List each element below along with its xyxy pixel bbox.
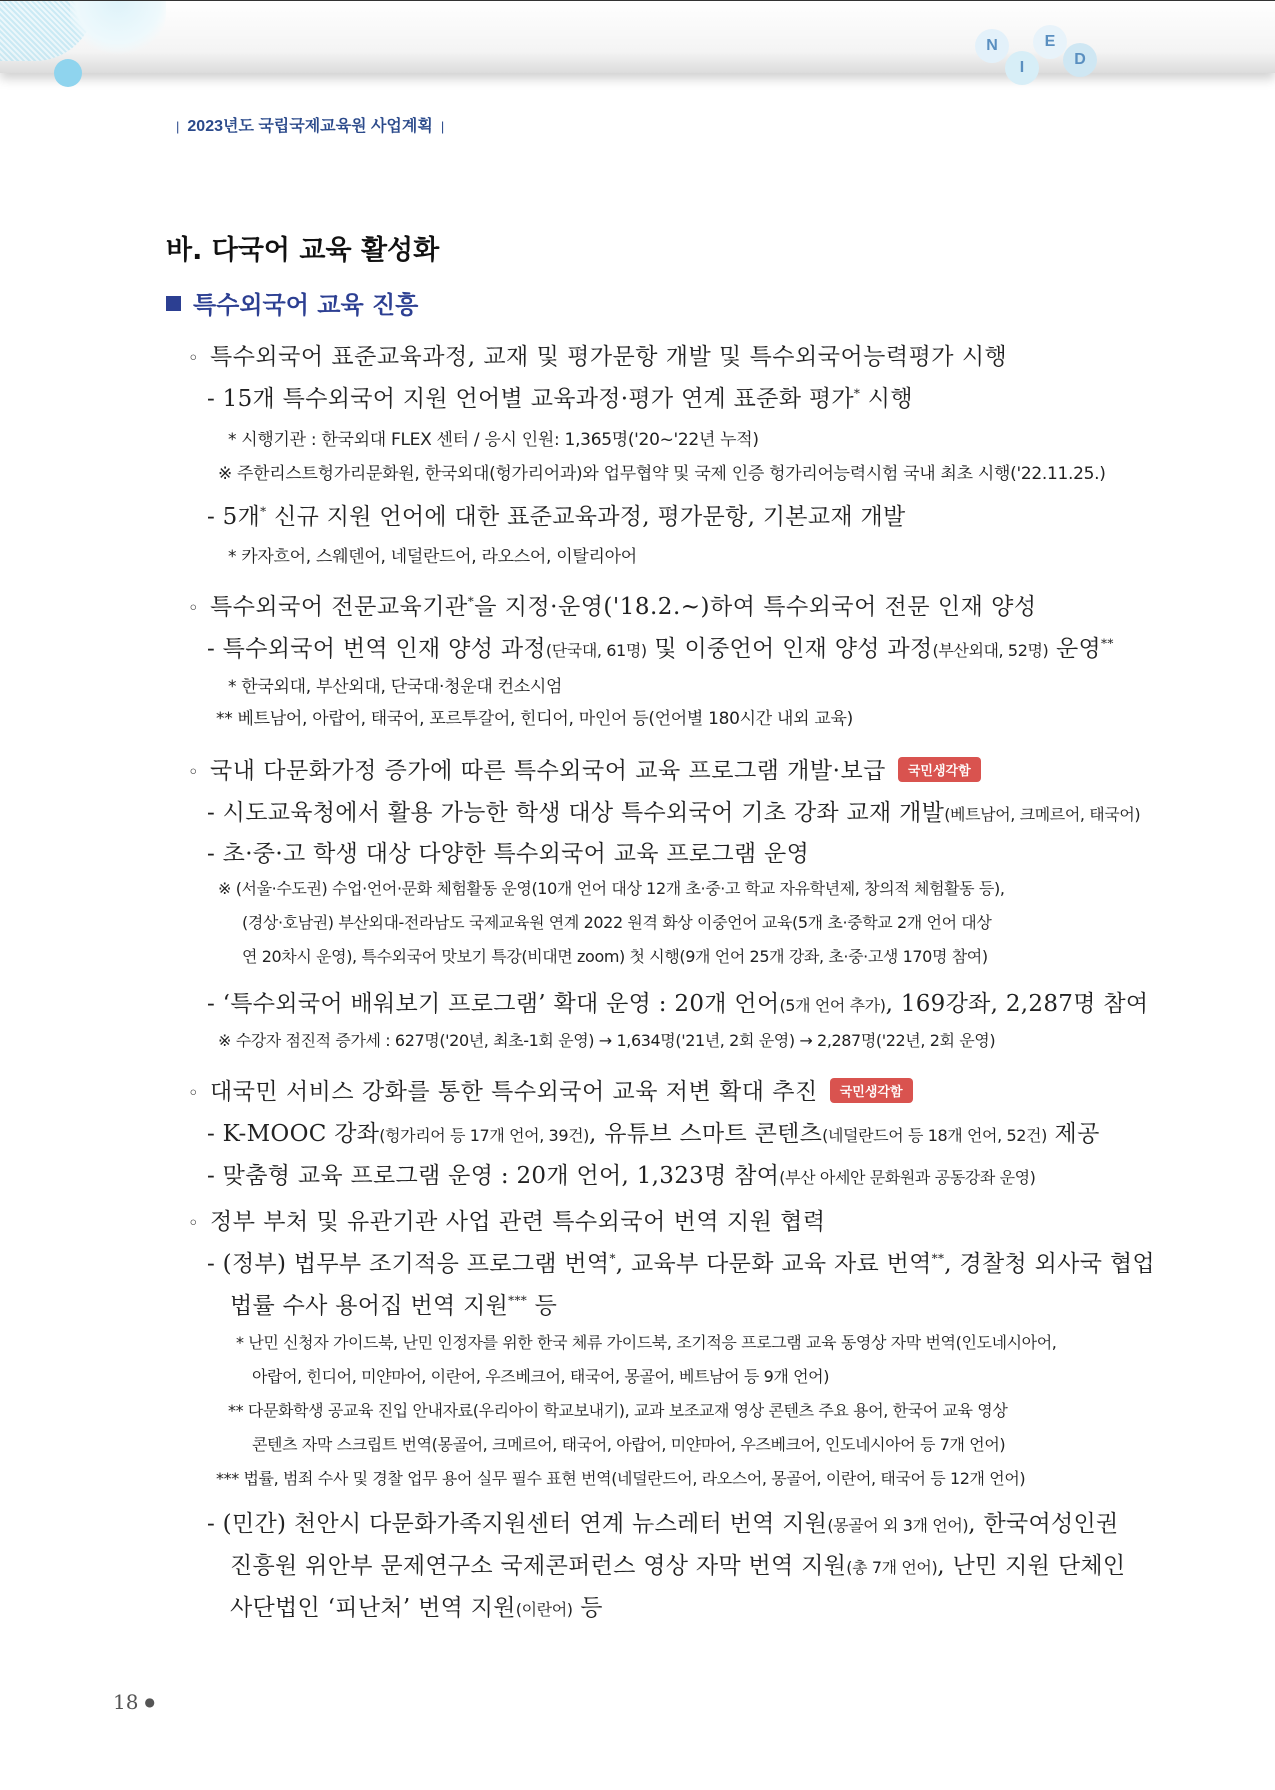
decorative-dot	[54, 59, 82, 87]
section-title: 바. 다국어 교육 활성화	[166, 235, 440, 266]
note-continuation: (경상·호남권) 부산외대-전라남도 국제교육원 연계 2022 원격 화상 이중언어 교육(5개 초·중학교 2개 언어 대상	[242, 913, 992, 932]
dash-item-continuation: 진흥원 위안부 문제연구소 국제콘퍼런스 영상 자막 번역 지원(총 7개 언어), 난민 지원 단체인	[230, 1553, 1126, 1579]
footnote-continuation: 콘텐츠 자막 스크립트 번역(몽골어, 크메르어, 태국어, 아랍어, 미얀마어, 우즈베크어, 인도네시아어 등 7개 언어)	[252, 1435, 1006, 1454]
dash-item: - 초·중·고 학생 대상 다양한 특수외국어 교육 프로그램 운영	[207, 841, 810, 867]
bullet-item: ◦ 대국민 서비스 강화를 통한 특수외국어 교육 저변 확대 추진 국민생각함	[188, 1073, 913, 1106]
footnote: * 난민 신청자 가이드북, 난민 인정자를 위한 한국 체류 가이드북, 조기적응 프로그램 교육 동영상 자막 번역(인도네시아어,	[236, 1333, 1057, 1352]
nied-logo	[975, 25, 1105, 85]
logo-letter-d: D	[1063, 43, 1097, 77]
dash-item: - K-MOOC 강좌(헝가리어 등 17개 언어, 39건), 유튜브 스마트 콘텐츠(네덜란드어 등 18개 언어, 52건) 제공	[207, 1121, 1100, 1147]
logo-letter-i: I	[1005, 51, 1039, 85]
bullet-item: ◦ 특수외국어 표준교육과정, 교재 및 평가문항 개발 및 특수외국어능력평가 시행	[188, 344, 1008, 370]
footnote: * 카자흐어, 스웨덴어, 네덜란드어, 라오스어, 이탈리아어	[228, 547, 637, 567]
dash-item: - ‘특수외국어 배워보기 프로그램’ 확대 운영 : 20개 언어(5개 언어 추가), 169강좌, 2,287명 참여	[207, 991, 1149, 1017]
footnote: ** 다문화학생 공교육 진입 안내자료(우리아이 학교보내기), 교과 보조교재 영상 콘텐츠 주요 용어, 한국어 교육 영상	[228, 1401, 1008, 1420]
decorative-ring	[70, 1, 166, 61]
bullet-item: ◦ 정부 부처 및 유관기관 사업 관련 특수외국어 번역 지원 협력	[188, 1209, 826, 1235]
footnote: * 한국외대, 부산외대, 단국대·청운대 컨소시엄	[228, 677, 563, 697]
footnote: ** 베트남어, 아랍어, 태국어, 포르투갈어, 힌디어, 마인어 등(언어별 180시간 내외 교육)	[216, 709, 853, 729]
dash-item-continuation: 법률 수사 용어집 번역 지원*** 등	[230, 1293, 558, 1319]
bullet-item: ◦ 국내 다문화가정 증가에 따른 특수외국어 교육 프로그램 개발·보급 국민생각함	[188, 752, 981, 785]
dash-item: - (민간) 천안시 다문화가족지원센터 연계 뉴스레터 번역 지원(몽골어 외 3개 언어), 한국여성인권	[207, 1511, 1119, 1537]
citizen-idea-badge: 국민생각함	[830, 1078, 913, 1103]
page-number: 18 ●	[113, 1690, 155, 1714]
subsection-title: 특수외국어 교육 진흥	[166, 285, 418, 320]
footnote: *** 법률, 범죄 수사 및 경찰 업무 용어 실무 필수 표현 번역(네덜란드어, 라오스어, 몽골어, 이란어, 태국어 등 12개 언어)	[216, 1469, 1026, 1488]
page-header-band	[0, 0, 1275, 76]
document-running-title: | 2023년도 국립국제교육원 사업계획 |	[176, 118, 445, 135]
note: ※ 수강자 점진적 증가세 : 627명('20년, 최초-1회 운영) → 1,634명('21년, 2회 운영) → 2,287명('22년, 2회 운영)	[218, 1031, 996, 1050]
dash-item-continuation: 사단법인 ‘피난처’ 번역 지원(이란어) 등	[230, 1595, 603, 1621]
square-bullet-icon	[166, 296, 181, 311]
dash-item: - 5개* 신규 지원 언어에 대한 표준교육과정, 평가문항, 기본교재 개발	[207, 504, 906, 530]
logo-letter-n: N	[975, 29, 1009, 63]
citizen-idea-badge: 국민생각함	[898, 757, 981, 782]
dash-item: - 시도교육청에서 활용 가능한 학생 대상 특수외국어 기초 강좌 교재 개발(베트남어, 크메르어, 태국어)	[207, 800, 1141, 826]
note: ※ 주한리스트헝가리문화원, 한국외대(헝가리어과)와 업무협약 및 국제 인증 헝가리어능력시험 국내 최초 시행('22.11.25.)	[218, 464, 1106, 484]
footnote-continuation: 아랍어, 힌디어, 미얀마어, 이란어, 우즈베크어, 태국어, 몽골어, 베트남어 등 9개 언어)	[252, 1367, 830, 1386]
dash-item: - 특수외국어 번역 인재 양성 과정(단국대, 61명) 및 이중언어 인재 양성 과정(부산외대, 52명) 운영**	[207, 636, 1114, 662]
dash-item: - 맞춤형 교육 프로그램 운영 : 20개 언어, 1,323명 참여(부산 아세안 문화원과 공동강좌 운영)	[207, 1163, 1036, 1189]
bullet-item: ◦ 특수외국어 전문교육기관*을 지정·운영('18.2.~)하여 특수외국어 전문 인재 양성	[188, 594, 1037, 620]
dash-item: - (정부) 법무부 조기적응 프로그램 번역*, 교육부 다문화 교육 자료 번역**, 경찰청 외사국 협업	[207, 1251, 1155, 1277]
note-continuation: 연 20차시 운영), 특수외국어 맛보기 특강(비대면 zoom) 첫 시행(9개 언어 25개 강좌, 초·중·고생 170명 참여)	[242, 947, 988, 966]
note: ※ (서울·수도권) 수업·언어·문화 체험활동 운영(10개 언어 대상 12개 초·중·고 학교 자유학년제, 창의적 체험활동 등),	[218, 879, 1005, 898]
footnote: * 시행기관 : 한국외대 FLEX 센터 / 응시 인원: 1,365명('20~'22년 누적)	[228, 430, 759, 450]
logo-letter-e: E	[1033, 25, 1067, 59]
dash-item: - 15개 특수외국어 지원 언어별 교육과정·평가 연계 표준화 평가* 시행	[207, 386, 913, 412]
dot-icon: ●	[144, 1695, 155, 1709]
